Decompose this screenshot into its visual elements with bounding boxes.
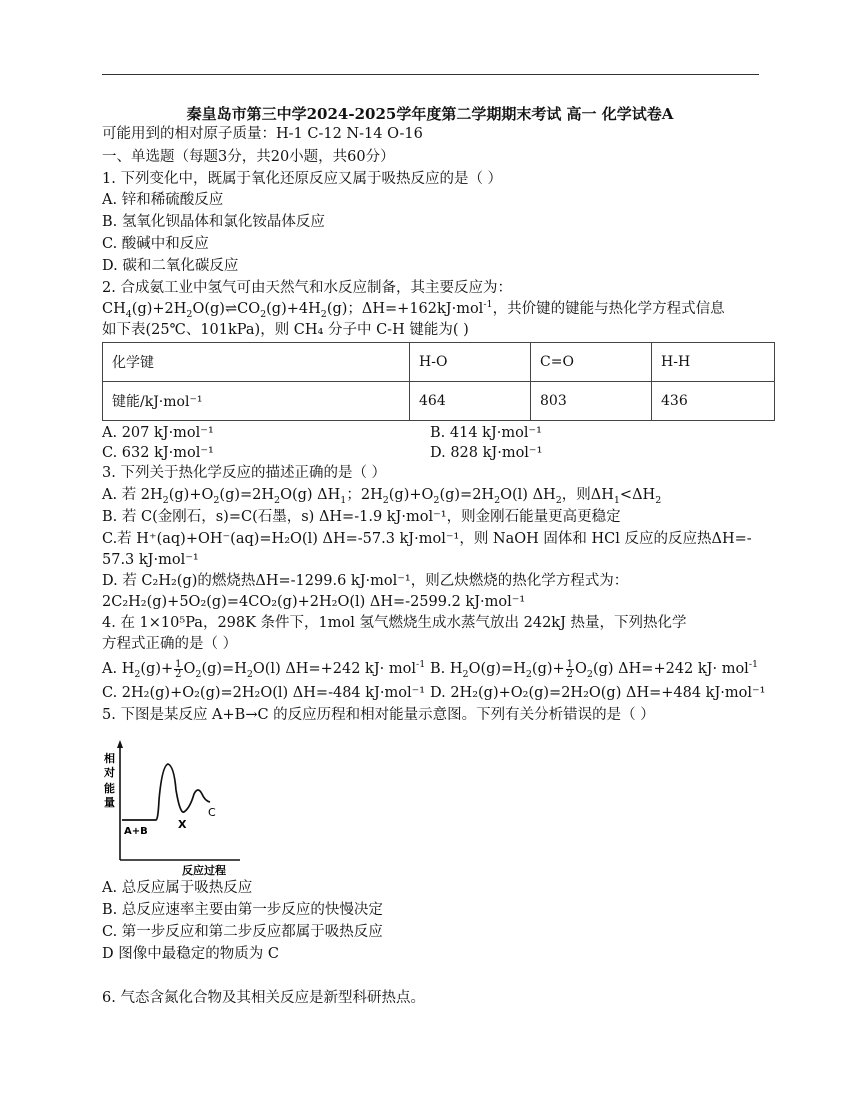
q2-option-a: A. 207 kJ·mol⁻¹: [102, 425, 214, 441]
table-cell: 键能/kJ·mol⁻¹: [103, 382, 410, 421]
q2-option-c: C. 632 kJ·mol⁻¹: [102, 445, 214, 461]
q5-option-d: D 图像中最稳定的物质为 C: [102, 946, 279, 962]
energy-curve: [122, 764, 210, 820]
table-cell: C=O: [531, 343, 652, 382]
q5-stem: 5. 下图是某反应 A+B→C 的反应历程和相对能量示意图。下列有关分析错误的是（ ）: [102, 707, 655, 723]
q6-stem: 6. 气态含氮化合物及其相关反应是新型科研热点。: [102, 990, 425, 1006]
q3-stem: 3. 下列关于热化学反应的描述正确的是（ ）: [102, 465, 387, 481]
q4-stem-2: 方程式正确的是（ ）: [102, 636, 238, 652]
q5-option-b: B. 总反应速率主要由第一步反应的快慢决定: [102, 902, 383, 918]
section-heading: 一、单选题（每题3分，共20小题，共60分）: [102, 149, 395, 165]
q5-option-c: C. 第一步反应和第二步反应都属于吸热反应: [102, 924, 383, 940]
q4-option-c: C. 2H₂(g)+O₂(g)=2H₂O(l) ΔH=-484 kJ·mol⁻¹: [102, 685, 426, 701]
table-row: [103, 382, 775, 421]
label-c: C: [208, 806, 216, 819]
y-label-3: 能: [104, 782, 115, 795]
q4-option-d: D. 2H₂(g)+O₂(g)=2H₂O(g) ΔH=+484 kJ·mol⁻¹: [430, 685, 766, 701]
q2-stem-1: 2. 合成氨工业中氢气可由天然气和水反应制备，其主要反应为：: [102, 280, 512, 296]
q3-option-d-1: D. 若 C₂H₂(g)的燃烧热ΔH=-1299.6 kJ·mol⁻¹，则乙炔燃烧的热化学方程式为：: [102, 573, 629, 589]
q2-option-d: D. 828 kJ·mol⁻¹: [430, 445, 543, 461]
q3-option-b: B. 若 C(金刚石，s)=C(石墨，s) ΔH=-1.9 kJ·mol⁻¹，则金刚石能量更高更稳定: [102, 509, 621, 525]
q1-option-b: B. 氢氧化钡晶体和氯化铵晶体反应: [102, 214, 325, 230]
y-label-4: 量: [104, 796, 115, 809]
q1-option-d: D. 碳和二氧化碳反应: [102, 258, 239, 274]
energy-diagram: [100, 738, 260, 878]
table-cell: H-O: [410, 343, 531, 382]
table-cell: 436: [652, 382, 775, 421]
q2-stem-3: 如下表(25℃、101kPa)，则 CH₄ 分子中 C-H 键能为( ): [102, 322, 469, 338]
q3-option-c-1: C.若 H⁺(aq)+OH⁻(aq)=H₂O(l) ΔH=-57.3 kJ·mol⁻¹，则 NaOH 固体和 HCl 反应的反应热ΔH=-: [102, 531, 752, 547]
table-cell: H-H: [652, 343, 775, 382]
q1-stem: 1. 下列变化中，既属于氧化还原反应又属于吸热反应的是（ ）: [102, 171, 503, 187]
q4-option-b: B. $H_2O(g)=H_2(g)+$ $\frac{1}{2}$ $O_2(g)$ ΔH=+242 kJ· mol$^{-1}$: [430, 658, 759, 680]
q3-option-a: A. 若 $2H_2(g)+O_2(g)=2H_2O(g)$ $\Delta H_1$；$2H_2(g)+O_2(g)=2H_2O(l)$ $\Delta H_2$，则$\Delta H_1<\Delta H_2$: [102, 487, 662, 506]
q1-option-a: A. 锌和稀硫酸反应: [102, 192, 224, 208]
q2-stem-2-tail: ，共价键的键能与热化学方程式信息: [492, 301, 725, 317]
q3-option-d-2: 2C₂H₂(g)+5O₂(g)=4CO₂(g)+2H₂O(l) ΔH=-2599.2 kJ·mol⁻¹: [102, 594, 526, 610]
y-label-2: 对: [104, 766, 115, 779]
header-rule: [102, 74, 759, 75]
q5-option-a: A. 总反应属于吸热反应: [102, 880, 253, 896]
label-x: X: [178, 818, 187, 831]
q1-option-c: C. 酸碱中和反应: [102, 236, 209, 252]
bond-energy-table: [102, 342, 775, 421]
q3-option-c-2: 57.3 kJ·mol⁻¹: [102, 552, 199, 568]
table-cell: 化学键: [103, 343, 410, 382]
atomic-masses: 可能用到的相对原子质量：H-1 C-12 N-14 O-16: [102, 126, 423, 142]
y-axis-arrow: [117, 740, 123, 748]
table-cell: 803: [531, 382, 652, 421]
half-fraction: $\frac{1}{2}$: [566, 658, 574, 680]
table-cell: 464: [410, 382, 531, 421]
q2-stem-2: $CH_4(g)+2H_2O(g)\rightleftharpoons CO_2(g)+4H_2(g)$；ΔH=+162kJ·mol$^{-1}$，共价键的键能与热化学方程式信息: [102, 299, 725, 320]
q4-stem-1: 4. 在 1×10⁵Pa，298K 条件下，1mol 氢气燃烧生成水蒸气放出 242kJ 热量，下列热化学: [102, 615, 687, 631]
q2-option-b: B. 414 kJ·mol⁻¹: [430, 425, 542, 441]
table-row: [103, 343, 775, 382]
half-fraction: $\frac{1}{2}$: [175, 658, 182, 680]
q4-option-a: A. $H_2(g)+$ $\frac{1}{2}$ $O_2(g)=H_2O(l)$ ΔH=+242 kJ· mol$^{-1}$: [102, 658, 426, 680]
label-a-plus-b: A+B: [124, 826, 148, 837]
y-label-1: 相: [104, 752, 115, 765]
exam-title: 秦皇岛市第三中学2024-2025学年度第二学期期末考试 高一 化学试卷A: [186, 105, 674, 123]
x-label: 反应过程: [182, 864, 226, 877]
